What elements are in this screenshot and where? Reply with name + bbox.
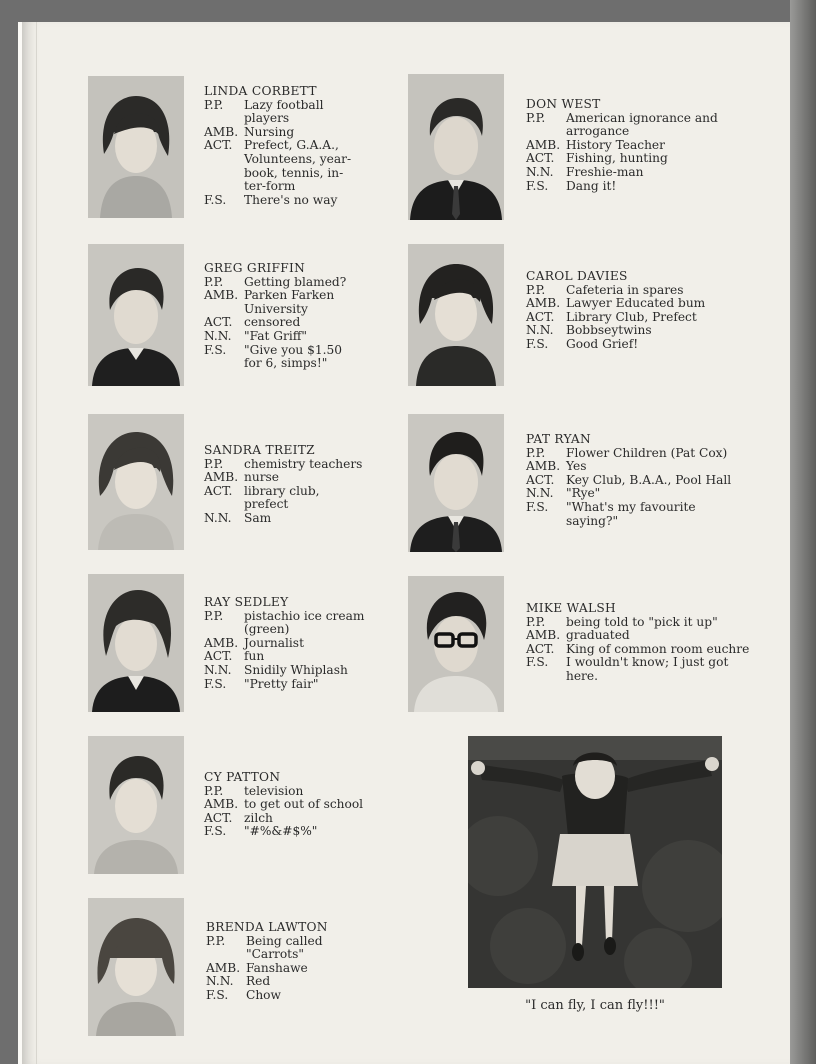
field-label: AMB.	[204, 124, 239, 139]
field-row	[204, 316, 346, 330]
field-row	[204, 330, 346, 344]
field-row	[204, 276, 346, 290]
field-value: King of common room euchre	[566, 641, 750, 656]
student-name: DON WEST	[526, 97, 601, 111]
field-value: zilch	[244, 810, 273, 825]
portrait-photo-cy-patton	[88, 736, 184, 874]
field-label: P.P.	[204, 456, 224, 471]
field-row	[204, 99, 351, 126]
field-value: "Give you $1.50 for 6, simps!"	[244, 342, 343, 371]
student-entry-carol-davies	[526, 270, 705, 352]
field-row	[206, 935, 328, 962]
field-row	[526, 629, 749, 643]
field-label: N.N.	[204, 328, 232, 343]
field-label: ACT.	[526, 309, 555, 324]
field-row	[204, 289, 346, 316]
field-label: AMB.	[204, 470, 239, 485]
field-label: P.P.	[204, 97, 224, 112]
field-value: Flower Children (Pat Cox)	[566, 445, 728, 460]
field-value: chemistry teachers	[244, 456, 363, 471]
field-value: Red	[246, 974, 271, 989]
field-label: ACT.	[526, 151, 555, 166]
field-value: Yes	[566, 459, 587, 474]
field-value: "Pretty fair"	[244, 676, 319, 691]
field-label: F.S.	[204, 192, 227, 207]
field-label: F.S.	[206, 987, 229, 1002]
field-value: Fishing, hunting	[566, 151, 668, 166]
field-label: P.P.	[526, 614, 546, 629]
field-value: "Rye"	[566, 486, 601, 501]
field-value: being told to "pick it up"	[566, 614, 718, 629]
field-value: "What's my favourite saying?"	[566, 499, 696, 528]
field-label: AMB.	[526, 628, 561, 643]
field-value: Chow	[246, 987, 281, 1002]
field-value: Prefect, G.A.A., Volunteens, year- book, tennis, in- ter-form	[244, 138, 352, 194]
field-value: Freshie-man	[566, 164, 644, 179]
field-value: History Teacher	[566, 137, 665, 152]
student-entry-cy-patton	[204, 771, 363, 839]
student-entry-ray-sedley	[204, 596, 364, 691]
field-value: television	[244, 783, 304, 798]
field-value: Snidily Whiplash	[244, 662, 348, 677]
field-value: nurse	[244, 470, 279, 485]
field-label: N.N.	[204, 510, 232, 525]
portrait-photo-pat-ryan	[408, 414, 504, 552]
field-label: P.P.	[526, 282, 546, 297]
field-row	[204, 485, 362, 512]
field-label: ACT.	[204, 315, 233, 330]
field-row	[204, 471, 362, 485]
field-label: ACT.	[204, 138, 233, 153]
field-label: ACT.	[204, 483, 233, 498]
portrait-photo-linda-corbett	[88, 76, 184, 218]
student-entry-greg-griffin	[204, 262, 346, 371]
field-row	[526, 139, 718, 153]
field-row	[526, 447, 731, 461]
field-label: F.S.	[526, 499, 549, 514]
field-label: F.S.	[526, 655, 549, 670]
field-label: P.P.	[206, 933, 226, 948]
student-name: SANDRA TREITZ	[204, 443, 315, 457]
field-value: Cafeteria in spares	[566, 282, 684, 297]
field-row	[204, 458, 362, 472]
field-label: N.N.	[204, 662, 232, 677]
student-entry-mike-walsh	[526, 602, 749, 684]
field-value: "#%&#$%"	[244, 824, 318, 839]
field-row	[206, 989, 328, 1003]
field-label: F.S.	[526, 336, 549, 351]
page-edge	[790, 0, 816, 1064]
candid-photo-flying-girl	[468, 736, 722, 988]
field-row	[204, 678, 364, 692]
portrait-photo-carol-davies	[408, 244, 504, 386]
field-value: Nursing	[244, 124, 295, 139]
field-row	[206, 975, 328, 989]
field-value: Journalist	[244, 635, 304, 650]
field-label: ACT.	[204, 649, 233, 664]
field-row	[526, 474, 731, 488]
field-value: graduated	[566, 628, 630, 643]
student-name: MIKE WALSH	[526, 601, 616, 615]
field-value: Being called "Carrots"	[246, 933, 323, 962]
field-row	[526, 311, 705, 325]
field-value: Dang it!	[566, 178, 617, 193]
field-value: library club, prefect	[244, 483, 320, 512]
field-value: Fanshawe	[246, 960, 308, 975]
field-label: AMB.	[204, 635, 239, 650]
field-row	[526, 324, 705, 338]
field-label: P.P.	[526, 110, 546, 125]
student-entry-don-west	[526, 98, 718, 193]
student-name: PAT RYAN	[526, 432, 591, 446]
field-value: Bobbseytwins	[566, 323, 652, 338]
field-row	[204, 126, 351, 140]
field-value: "Fat Griff"	[244, 328, 307, 343]
portrait-photo-brenda-lawton	[88, 898, 184, 1036]
field-label: P.P.	[204, 274, 224, 289]
field-row	[526, 501, 731, 528]
field-row	[526, 487, 731, 501]
field-row	[204, 785, 363, 799]
field-row	[204, 344, 346, 371]
field-label: N.N.	[206, 974, 234, 989]
field-value: I wouldn't know; I just got here.	[566, 655, 729, 683]
field-row	[526, 112, 718, 139]
field-row	[204, 650, 364, 664]
student-entry-brenda-lawton	[206, 921, 328, 1003]
field-label: AMB.	[204, 797, 239, 812]
field-row	[526, 284, 705, 298]
field-label: F.S.	[204, 676, 227, 691]
field-value: to get out of school	[244, 797, 364, 812]
field-value: There's no way	[244, 192, 338, 207]
field-row	[206, 962, 328, 976]
field-row	[526, 297, 705, 311]
field-label: AMB.	[206, 960, 241, 975]
field-value: pistachio ice cream (green)	[244, 608, 365, 637]
portrait-photo-ray-sedley	[88, 574, 184, 712]
field-value: Sam	[244, 510, 272, 525]
field-label: P.P.	[204, 608, 224, 623]
field-label: P.P.	[204, 783, 224, 798]
field-label: AMB.	[526, 296, 561, 311]
field-row	[204, 194, 351, 208]
field-row	[526, 166, 718, 180]
field-row	[526, 152, 718, 166]
portrait-photo-mike-walsh	[408, 576, 504, 712]
field-row	[526, 643, 749, 657]
field-row	[204, 637, 364, 651]
field-label: ACT.	[204, 810, 233, 825]
field-label: ACT.	[526, 641, 555, 656]
student-name: LINDA CORBETT	[204, 84, 317, 98]
field-row	[204, 610, 364, 637]
field-row	[526, 338, 705, 352]
field-value: censored	[244, 315, 301, 330]
field-value: Parken Farken University	[244, 288, 335, 316]
field-row	[526, 460, 731, 474]
student-entry-pat-ryan	[526, 433, 731, 528]
field-label: AMB.	[526, 459, 561, 474]
photo-caption: "I can fly, I can fly!!!"	[525, 998, 665, 1013]
portrait-photo-greg-griffin	[88, 244, 184, 386]
student-entry-sandra-treitz	[204, 444, 362, 526]
field-value: Lawyer Educated bum	[566, 296, 706, 311]
field-value: Library Club, Prefect	[566, 309, 697, 324]
field-label: F.S.	[204, 824, 227, 839]
field-row	[204, 512, 362, 526]
field-label: N.N.	[526, 323, 554, 338]
field-value: Good Grief!	[566, 336, 639, 351]
student-entry-linda-corbett	[204, 85, 351, 207]
field-value: Lazy football players	[244, 97, 324, 126]
field-label: AMB.	[526, 137, 561, 152]
field-label: F.S.	[204, 342, 227, 357]
field-label: P.P.	[526, 445, 546, 460]
field-row	[204, 664, 364, 678]
field-row	[526, 180, 718, 194]
field-value: Getting blamed?	[244, 274, 347, 289]
field-row	[204, 812, 363, 826]
field-value: American ignorance and arrogance	[566, 110, 718, 139]
field-row	[204, 139, 351, 193]
student-name: GREG GRIFFIN	[204, 261, 306, 275]
student-name: RAY SEDLEY	[204, 595, 289, 609]
field-label: ACT.	[526, 472, 555, 487]
field-row	[526, 656, 749, 683]
portrait-photo-sandra-treitz	[88, 414, 184, 550]
student-name: CAROL DAVIES	[526, 269, 628, 283]
field-row	[526, 616, 749, 630]
student-name: CY PATTON	[204, 770, 281, 784]
field-row	[204, 825, 363, 839]
field-label: N.N.	[526, 486, 554, 501]
portrait-photo-don-west	[408, 74, 504, 220]
field-label: N.N.	[526, 164, 554, 179]
student-name: BRENDA LAWTON	[206, 920, 328, 934]
field-label: AMB.	[204, 288, 239, 303]
field-label: F.S.	[526, 178, 549, 193]
field-value: fun	[244, 649, 265, 664]
field-row	[204, 798, 363, 812]
field-value: Key Club, B.A.A., Pool Hall	[566, 472, 732, 487]
